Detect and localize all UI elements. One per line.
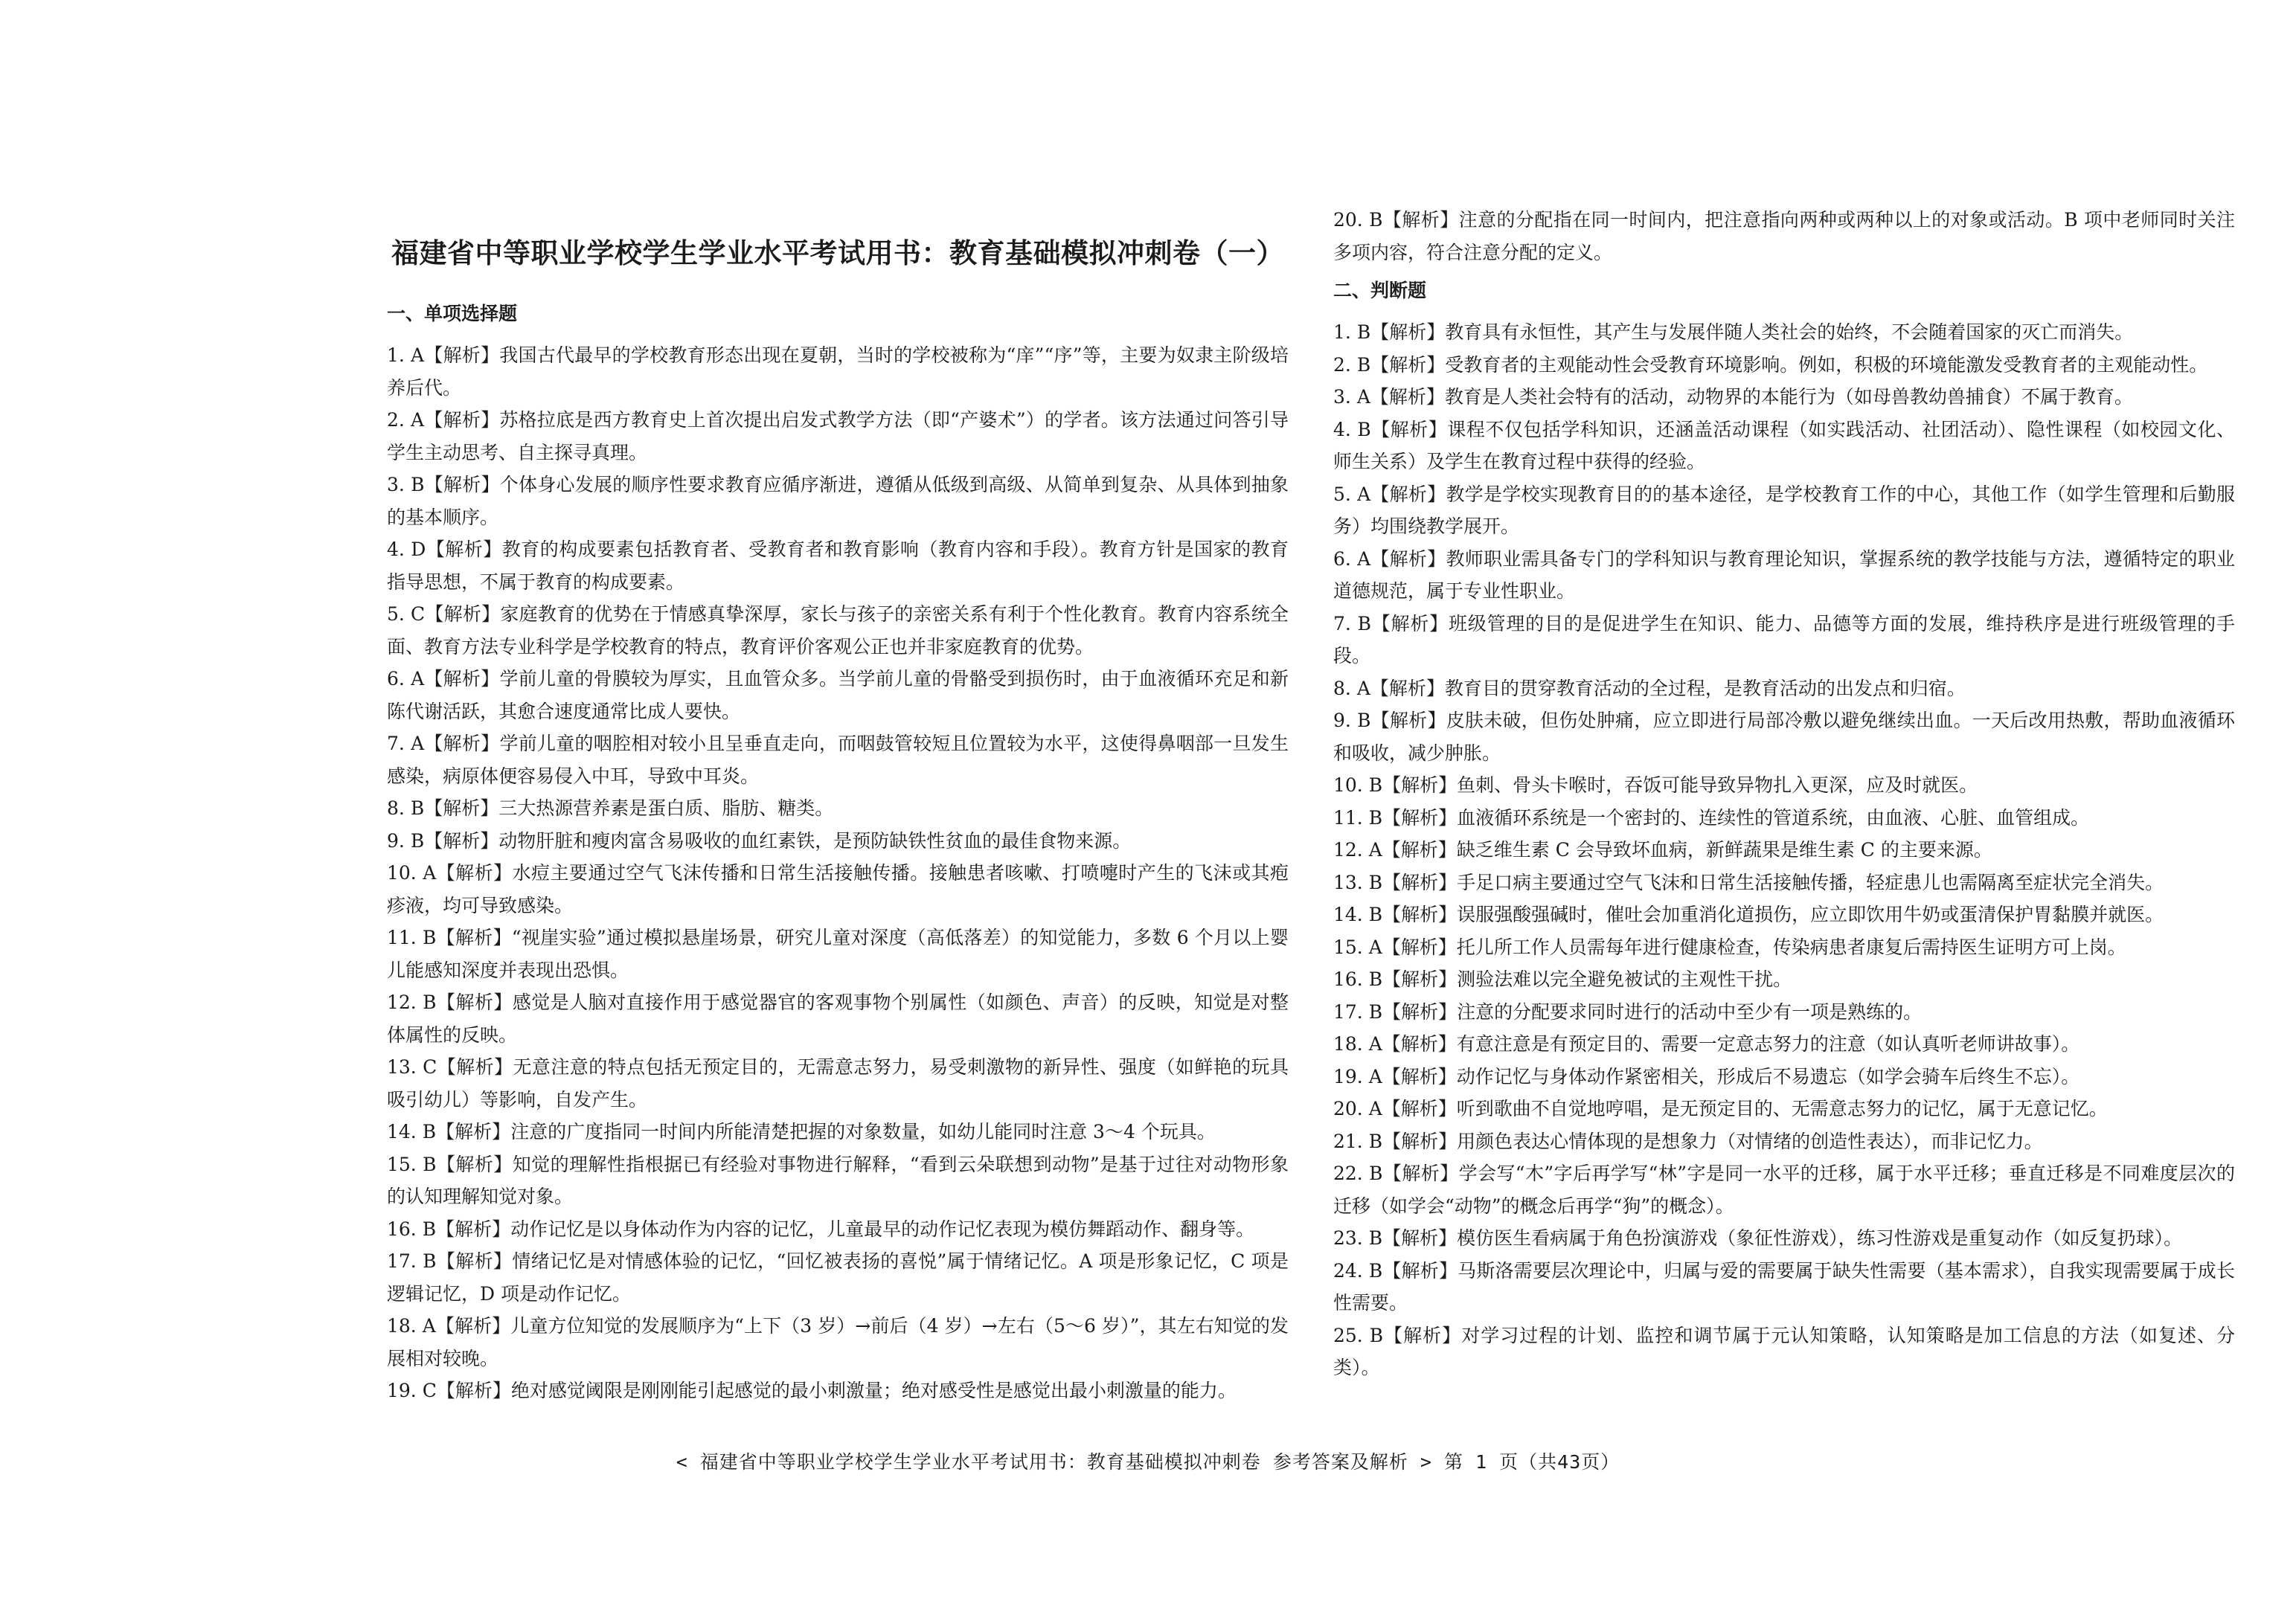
item-number: 14. xyxy=(387,1121,417,1142)
item-answer: B xyxy=(1368,904,1383,925)
item-answer: C xyxy=(411,603,426,625)
item-answer: B xyxy=(1368,774,1383,796)
item-answer: A xyxy=(1356,386,1370,408)
item-answer: B xyxy=(1368,968,1383,990)
item-answer: D xyxy=(411,539,426,560)
item-number: 24. xyxy=(1333,1259,1363,1282)
item-answer: B xyxy=(1368,806,1383,829)
item-explanation: 动作记忆是以身体动作为内容的记忆，儿童最早的动作记忆表现为模仿舞蹈动作、翻身等。 xyxy=(510,1218,1255,1240)
answer-item xyxy=(387,1213,1289,1246)
answer-item xyxy=(1333,1222,2235,1255)
item-number: 17. xyxy=(1333,1000,1363,1023)
item-answer: C xyxy=(422,1380,437,1401)
item-explanation: 托儿所工作人员需每年进行健康检查，传染病患者康复后需持医生证明方可上岗。 xyxy=(1456,936,2126,958)
item-number: 20. xyxy=(1333,209,1363,231)
item-tag: 【解析】 xyxy=(1382,1163,1459,1184)
item-tag: 【解析】 xyxy=(1382,1065,1457,1087)
item-tag: 【解析】 xyxy=(436,1380,511,1401)
item-answer: A xyxy=(423,862,437,884)
item-explanation: 对学习过程的计划、监控和调节属于元认知策略，认知策略是加工信息的方法（如复述、分类）。 xyxy=(1333,1324,2235,1378)
item-tag: 【解析】 xyxy=(1370,547,1446,570)
answer-item xyxy=(387,986,1289,1051)
item-answer: B xyxy=(410,829,425,852)
single-choice-list-continued xyxy=(1333,204,2235,269)
item-answer: B xyxy=(1369,1163,1383,1184)
answer-item xyxy=(387,1245,1289,1310)
item-answer: A xyxy=(1368,839,1382,861)
answer-item xyxy=(1333,996,2235,1029)
answer-item xyxy=(1333,834,2235,867)
item-answer: A xyxy=(1368,1033,1382,1055)
answer-item xyxy=(387,857,1289,922)
item-number: 1. xyxy=(1333,321,1351,343)
item-explanation: 家庭教育的优势在于情感真挚深厚，家长与孩子的亲密关系有利于个性化教育。教育内容系统全面、教育方法专业科学是学校教育的特点，教育评价客观公正也并非家庭教育的优势。 xyxy=(387,603,1289,658)
item-number: 15. xyxy=(387,1153,417,1175)
item-number: 14. xyxy=(1333,904,1363,925)
item-number: 13. xyxy=(1333,871,1363,893)
item-answer: B xyxy=(1368,1227,1383,1249)
item-explanation: 学会写“木”字后再学写“林”字是同一水平的迁移，属于水平迁移；垂直迁移是不同难度层次的迁移（如学会“动物”的概念后再学“狗”的概念）。 xyxy=(1333,1163,2235,1217)
item-explanation: 听到歌曲不自觉地哼唱，是无预定目的、无需意志努力的记忆，属于无意记忆。 xyxy=(1456,1098,2108,1119)
item-explanation: 皮肤未破，但伤处肿痛，应立即进行局部冷敷以避免继续出血。一天后改用热敷，帮助血液循环和吸收，减少肿胀。 xyxy=(1333,710,2235,764)
answer-item xyxy=(1333,204,2235,269)
answer-item xyxy=(1333,608,2235,672)
item-tag: 【解析】 xyxy=(1383,1324,1462,1346)
item-answer: A xyxy=(411,344,425,366)
item-explanation: 模仿医生看病属于角色扮演游戏（象征性游戏），练习性游戏是重复动作（如反复扔球）。 xyxy=(1457,1227,2183,1249)
item-answer: B xyxy=(1356,353,1371,376)
item-tag: 【解析】 xyxy=(424,797,499,819)
answer-item xyxy=(387,339,1289,404)
item-explanation: 注意的广度指同一时间内所能清楚把握的对象数量，如幼儿能同时注意 3～4 个玩具。 xyxy=(510,1121,1216,1142)
answer-item xyxy=(1333,704,2235,769)
answer-item xyxy=(1333,769,2235,802)
item-tag: 【解析】 xyxy=(1382,871,1458,893)
item-answer: B xyxy=(1368,871,1383,893)
item-explanation: 缺乏维生素 C 会导致坏血病，新鲜蔬果是维生素 C 的主要来源。 xyxy=(1456,839,1992,861)
item-explanation: 学前儿童的骨膜较为厚实，且血管众多。当学前儿童的骨骼受到损伤时，由于血液循环充足和新陈代谢活跃，其愈合速度通常比成人要快。 xyxy=(387,668,1289,722)
answer-item xyxy=(1333,1157,2235,1222)
item-explanation: 手足口病主要通过空气飞沫和日常生活接触传播，轻症患儿也需隔离至症状完全消失。 xyxy=(1457,871,2164,893)
item-number: 23. xyxy=(1333,1227,1363,1249)
item-number: 13. xyxy=(387,1056,417,1078)
answer-item xyxy=(1333,349,2235,382)
item-explanation: 情绪记忆是对情感体验的记忆，“回忆被表扬的喜悦”属于情绪记忆。A 项是形象记忆，C 项是逻辑记忆，D 项是动作记忆。 xyxy=(387,1250,1289,1305)
item-number: 6. xyxy=(387,668,405,690)
item-answer: B xyxy=(423,1250,437,1272)
item-answer: B xyxy=(1357,612,1371,634)
item-tag: 【解析】 xyxy=(435,1315,511,1337)
answer-item xyxy=(1333,1061,2235,1093)
item-explanation: 动物肝脏和瘦肉富含易吸收的血红素铁，是预防缺铁性贫血的最佳食物来源。 xyxy=(498,829,1132,852)
item-tag: 【解析】 xyxy=(424,344,500,366)
item-number: 8. xyxy=(1333,677,1351,699)
item-explanation: 三大热源营养素是蛋白质、脂肪、糖类。 xyxy=(498,797,834,819)
answer-item xyxy=(1333,1320,2235,1384)
item-explanation: 受教育者的主观能动性会受教育环境影响。例如，积极的环境能激发受教育者的主观能动性。 xyxy=(1445,353,2208,376)
item-tag: 【解析】 xyxy=(1382,806,1458,829)
answer-item xyxy=(1333,963,2235,996)
item-tag: 【解析】 xyxy=(424,409,500,431)
answer-item xyxy=(387,598,1289,663)
item-number: 2. xyxy=(1333,353,1351,376)
item-tag: 【解析】 xyxy=(436,1250,513,1272)
item-answer: B xyxy=(1368,1000,1383,1023)
item-answer: B xyxy=(422,1121,437,1142)
item-explanation: 测验法难以完全避免被试的主观性干扰。 xyxy=(1457,968,1792,990)
item-number: 16. xyxy=(387,1218,417,1240)
item-explanation: 教育具有永恒性，其产生与发展伴随人类社会的始终，不会随着国家的灭亡而消失。 xyxy=(1445,321,2134,343)
answer-item xyxy=(1333,478,2235,543)
item-answer: A xyxy=(411,409,425,431)
item-answer: B xyxy=(1368,1259,1383,1282)
item-tag: 【解析】 xyxy=(424,668,500,690)
item-tag: 【解析】 xyxy=(1370,386,1445,408)
true-false-list xyxy=(1333,316,2235,1384)
item-explanation: 课程不仅包括学科知识，还涵盖活动课程（如实践活动、社团活动）、隐性课程（如校园文化、师生关系）及学生在教育过程中获得的经验。 xyxy=(1333,418,2235,472)
item-explanation: 班级管理的目的是促进学生在知识、能力、品德等方面的发展，维持秩序是进行班级管理的手段。 xyxy=(1333,612,2235,666)
item-answer: A xyxy=(422,1315,436,1337)
item-number: 9. xyxy=(387,829,405,852)
item-explanation: 误服强酸强碱时，催吐会加重消化道损伤，应立即饮用牛奶或蛋清保护胃黏膜并就医。 xyxy=(1457,904,2164,925)
item-explanation: 有意注意是有预定目的、需要一定意志努力的注意（如认真听老师讲故事）。 xyxy=(1456,1033,2080,1055)
answer-item xyxy=(387,922,1289,986)
item-tag: 【解析】 xyxy=(436,1121,511,1142)
answer-item xyxy=(1333,867,2235,899)
item-number: 2. xyxy=(387,409,405,431)
item-answer: B xyxy=(411,474,425,495)
item-number: 3. xyxy=(1333,386,1351,408)
item-number: 19. xyxy=(1333,1065,1363,1087)
item-number: 11. xyxy=(1333,806,1363,829)
item-number: 25. xyxy=(1333,1324,1363,1346)
answer-item xyxy=(387,533,1289,598)
item-explanation: 教育目的贯穿教育活动的全过程，是教育活动的出发点和归宿。 xyxy=(1444,677,1966,699)
section-heading-true-false: 二、判断题 xyxy=(1333,280,1427,301)
item-answer: B xyxy=(423,927,437,948)
answer-item xyxy=(1333,899,2235,931)
answer-item xyxy=(1333,543,2235,608)
answer-item xyxy=(387,792,1289,825)
item-answer: A xyxy=(1368,1065,1382,1087)
item-explanation: 教师职业需具备专门的学科知识与教育理论知识，掌握系统的教学技能与方法，遵循特定的职业道德规范，属于专业性职业。 xyxy=(1333,547,2235,602)
item-tag: 【解析】 xyxy=(1370,677,1445,699)
item-number: 20. xyxy=(1333,1098,1363,1119)
item-number: 22. xyxy=(1333,1163,1363,1184)
item-explanation: 注意的分配指在同一时间内，把注意指向两种或两种以上的对象或活动。B 项中老师同时关注多项内容，符合注意分配的定义。 xyxy=(1333,209,2235,263)
item-answer: B xyxy=(423,992,437,1013)
item-answer: A xyxy=(1368,936,1382,958)
item-tag: 【解析】 xyxy=(1382,936,1457,958)
item-tag: 【解析】 xyxy=(424,733,500,754)
item-tag: 【解析】 xyxy=(1370,612,1449,634)
item-number: 12. xyxy=(1333,839,1363,861)
item-tag: 【解析】 xyxy=(1382,904,1458,925)
item-number: 17. xyxy=(387,1250,417,1272)
item-tag: 【解析】 xyxy=(424,829,499,852)
item-explanation: 苏格拉底是西方教育史上首次提出启发式教学方法（即“产婆术”）的学者。该方法通过问答引导学生主动思考、自主探寻真理。 xyxy=(387,409,1289,463)
answer-item xyxy=(1333,1255,2235,1320)
item-number: 21. xyxy=(1333,1130,1363,1152)
item-explanation: 教育是人类社会特有的活动，动物界的本能行为（如母兽教幼兽捕食）不属于教育。 xyxy=(1444,386,2133,408)
item-explanation: 水痘主要通过空气飞沫传播和日常生活接触传播。接触患者咳嗽、打喷嚏时产生的飞沫或其疱疹液，均可导致感染。 xyxy=(387,862,1289,916)
item-answer: B xyxy=(410,797,425,819)
item-number: 10. xyxy=(1333,774,1363,796)
item-tag: 【解析】 xyxy=(424,474,500,495)
item-explanation: 用颜色表达心情体现的是想象力（对情绪的创造性表达），而非记忆力。 xyxy=(1457,1130,2043,1152)
answer-item xyxy=(387,825,1289,858)
answer-item xyxy=(387,727,1289,792)
answer-item xyxy=(387,404,1289,469)
item-tag: 【解析】 xyxy=(436,992,513,1013)
item-tag: 【解析】 xyxy=(1382,774,1458,796)
item-number: 5. xyxy=(1333,483,1351,505)
item-number: 4. xyxy=(1333,418,1351,440)
answer-item xyxy=(387,1116,1289,1148)
item-tag: 【解析】 xyxy=(436,1153,513,1175)
item-explanation: 学前儿童的咽腔相对较小且呈垂直走向，而咽鼓管较短且位置较为水平，这使得鼻咽部一旦发生感染，病原体便容易侵入中耳，导致中耳炎。 xyxy=(387,733,1289,787)
item-tag: 【解析】 xyxy=(1382,1227,1458,1249)
item-explanation: 马斯洛需要层次理论中，归属与爱的需要属于缺失性需要（基本需求），自我实现需要属于成长性需要。 xyxy=(1333,1259,2235,1314)
item-answer: B xyxy=(1357,418,1371,440)
item-number: 7. xyxy=(387,733,405,754)
item-answer: A xyxy=(411,733,425,754)
item-explanation: 教学是学校实现教育目的的基本途径，是学校教育工作的中心，其他工作（如学生管理和后勤服务）均围绕教学展开。 xyxy=(1333,483,2235,537)
item-explanation: 血液循环系统是一个密封的、连续性的管道系统，由血液、心脏、血管组成。 xyxy=(1457,806,2090,829)
item-number: 4. xyxy=(387,539,405,560)
item-tag: 【解析】 xyxy=(436,862,513,884)
item-tag: 【解析】 xyxy=(1370,353,1446,376)
answer-item xyxy=(1333,1028,2235,1061)
item-tag: 【解析】 xyxy=(1370,483,1446,505)
document-title: 福建省中等职业学校学生学业水平考试用书：教育基础模拟冲刺卷（一） xyxy=(391,237,1284,269)
item-answer: A xyxy=(411,668,425,690)
answer-item xyxy=(387,1148,1289,1213)
item-number: 5. xyxy=(387,603,405,625)
item-number: 19. xyxy=(387,1380,417,1401)
item-explanation: 儿童方位知觉的发展顺序为“上下（3 岁）→前后（4 岁）→左右（5～6 岁）”，其左右知觉的发展相对较晚。 xyxy=(387,1315,1289,1369)
answer-item xyxy=(1333,381,2235,414)
left-column xyxy=(387,201,1289,1407)
item-tag: 【解析】 xyxy=(436,927,512,948)
item-number: 18. xyxy=(1333,1033,1363,1055)
item-number: 16. xyxy=(1333,968,1363,990)
item-number: 18. xyxy=(387,1315,417,1337)
answer-item xyxy=(1333,802,2235,835)
item-tag: 【解析】 xyxy=(425,603,501,625)
answer-item xyxy=(387,469,1289,533)
answer-item xyxy=(1333,672,2235,705)
item-number: 8. xyxy=(387,797,405,819)
item-answer: B xyxy=(1356,321,1371,343)
item-tag: 【解析】 xyxy=(436,1218,511,1240)
item-explanation: 个体身心发展的顺序性要求教育应循序渐进，遵循从低级到高级、从简单到复杂、从具体到抽象的基本顺序。 xyxy=(387,474,1289,528)
item-tag: 【解析】 xyxy=(1382,1130,1458,1152)
page-footer: < 福建省中等职业学校学生学业水平考试用书：教育基础模拟冲刺卷 参考答案及解析 > 第 1 页（共43页） xyxy=(676,1451,1620,1473)
item-explanation: “视崖实验”通过模拟悬崖场景，研究儿童对深度（高低落差）的知觉能力，多数 6 个月以上婴儿能感知深度并表现出恐惧。 xyxy=(387,927,1289,981)
item-answer: A xyxy=(1368,1098,1382,1119)
item-number: 9. xyxy=(1333,710,1351,731)
item-number: 3. xyxy=(387,474,405,495)
item-answer: A xyxy=(1357,547,1371,570)
item-number: 6. xyxy=(1333,547,1351,570)
item-tag: 【解析】 xyxy=(1382,839,1457,861)
item-explanation: 我国古代最早的学校教育形态出现在夏朝，当时的学校被称为“庠”“序”等，主要为奴隶主阶级培养后代。 xyxy=(387,344,1289,399)
item-number: 10. xyxy=(387,862,417,884)
item-explanation: 绝对感觉阈限是刚刚能引起感觉的最小刺激量；绝对感受性是感觉出最小刺激量的能力。 xyxy=(510,1380,1237,1401)
item-answer: B xyxy=(423,1153,437,1175)
item-number: 11. xyxy=(387,927,417,948)
item-tag: 【解析】 xyxy=(1370,710,1446,731)
item-answer: B xyxy=(422,1218,437,1240)
item-tag: 【解析】 xyxy=(1370,321,1446,343)
item-answer: B xyxy=(1369,1324,1384,1346)
item-tag: 【解析】 xyxy=(1382,209,1459,231)
item-tag: 【解析】 xyxy=(1382,968,1458,990)
item-number: 7. xyxy=(1333,612,1351,634)
item-tag: 【解析】 xyxy=(1382,1098,1457,1119)
item-explanation: 教育的构成要素包括教育者、受教育者和教育影响（教育内容和手段）。教育方针是国家的教育指导思想，不属于教育的构成要素。 xyxy=(387,539,1289,593)
right-column xyxy=(1333,204,2235,1384)
answer-item xyxy=(1333,316,2235,349)
item-answer: B xyxy=(1357,710,1371,731)
single-choice-list xyxy=(387,339,1289,1407)
answer-item xyxy=(387,1051,1289,1116)
item-explanation: 知觉的理解性指根据已有经验对事物进行解释，“看到云朵联想到动物”是基于过往对动物形象的认知理解知觉对象。 xyxy=(387,1153,1289,1207)
item-tag: 【解析】 xyxy=(1382,1033,1457,1055)
item-number: 15. xyxy=(1333,936,1363,958)
item-tag: 【解析】 xyxy=(1370,418,1448,440)
item-answer: B xyxy=(1368,1130,1383,1152)
answer-item xyxy=(387,1375,1289,1407)
answer-item xyxy=(387,663,1289,727)
item-tag: 【解析】 xyxy=(1382,1259,1458,1282)
answer-item xyxy=(1333,1125,2235,1158)
section-heading-single-choice: 一、单项选择题 xyxy=(387,303,518,324)
item-tag: 【解析】 xyxy=(437,1056,513,1078)
item-answer: A xyxy=(1356,677,1370,699)
item-answer: A xyxy=(1357,483,1371,505)
answer-item xyxy=(1333,931,2235,964)
item-explanation: 注意的分配要求同时进行的活动中至少有一项是熟练的。 xyxy=(1457,1000,1923,1023)
answer-item xyxy=(1333,414,2235,478)
answer-item xyxy=(387,1310,1289,1375)
item-answer: B xyxy=(1369,209,1383,231)
item-number: 12. xyxy=(387,992,417,1013)
item-tag: 【解析】 xyxy=(426,539,502,560)
answer-item xyxy=(1333,1093,2235,1125)
item-number: 1. xyxy=(387,344,405,366)
item-explanation: 鱼刺、骨头卡喉时，吞饭可能导致异物扎入更深，应及时就医。 xyxy=(1457,774,1978,796)
item-explanation: 动作记忆与身体动作紧密相关，形成后不易遗忘（如学会骑车后终生不忘）。 xyxy=(1456,1065,2080,1087)
item-tag: 【解析】 xyxy=(1382,1000,1458,1023)
item-answer: C xyxy=(423,1056,437,1078)
item-explanation: 无意注意的特点包括无预定目的，无需意志努力，易受刺激物的新异性、强度（如鲜艳的玩具吸引幼儿）等影响，自发产生。 xyxy=(387,1056,1289,1111)
item-explanation: 感觉是人脑对直接作用于感觉器官的客观事物个别属性（如颜色、声音）的反映，知觉是对整体属性的反映。 xyxy=(387,992,1289,1046)
